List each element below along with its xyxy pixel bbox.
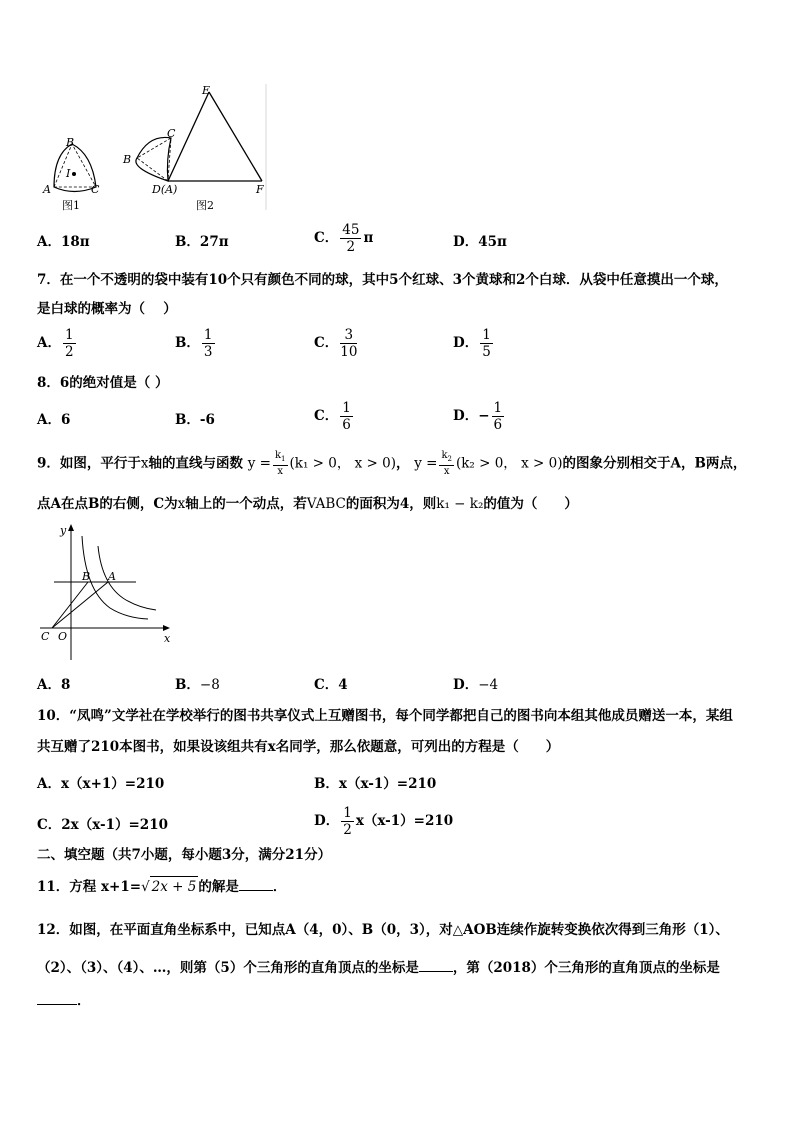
fraction: $\frac{45}{2}$ <box>342 222 360 255</box>
fraction-k2-over-x: $\frac{k_2}{x}$ <box>441 450 452 477</box>
section-title-fill-blank: 二、填空题（共7小题，每小题3分，满分21分） <box>37 847 332 863</box>
fig2-label-b: B <box>123 153 132 166</box>
q8-option-a[interactable]: A．6 <box>37 412 71 428</box>
q6-option-a[interactable]: A．18π <box>37 234 90 250</box>
q8-option-b[interactable]: B．-6 <box>175 412 215 428</box>
fig2-label-c: C <box>167 127 176 140</box>
q9-stem-line1: 9．如图，平行于x轴的直线与函数 y = $\frac{k_1}{x}$ (k₁ > 0， x > 0)， y = $\frac{k_2}{x}$ (k₂ > 0， x > 0)的图象分别相交于A，B两点， <box>37 450 747 477</box>
q9-stem-line2: 点A在点B的右侧，C为x轴上的一个动点，若VABC的面积为4，则k₁ − k₂的值为（ ） <box>37 496 578 512</box>
q9-fig-label-b: B <box>82 570 91 583</box>
fig1-label-i: I <box>66 167 71 180</box>
q8-stem: 8．6的绝对值是（ ） <box>37 375 169 391</box>
q9-fig-label-y: y <box>60 524 67 537</box>
q12-stem-line3: ． <box>37 990 91 1011</box>
fig1-label-b: B <box>66 136 75 149</box>
q7-stem-line2: 是白球的概率为（ ） <box>37 301 177 317</box>
fig1-caption: 图1 <box>62 199 80 212</box>
q8-option-d[interactable]: D．− $\frac{1}{6}$ <box>453 400 503 433</box>
q12-answer-blank-2018[interactable] <box>37 990 77 1005</box>
q9-figure <box>38 520 178 662</box>
q9-option-c[interactable]: C．4 <box>314 677 348 693</box>
fig2-label-e: E <box>202 84 211 97</box>
q9-option-d[interactable]: D．−4 <box>453 677 499 693</box>
fraction: $\frac{1}{6}$ <box>493 400 503 433</box>
fig2-label-d: D(A) <box>152 183 178 196</box>
q10-option-a[interactable]: A．x（x+1）=210 <box>37 776 165 792</box>
q10-option-b[interactable]: B．x（x-1）=210 <box>314 776 437 792</box>
fraction: $\frac{1}{3}$ <box>203 327 213 360</box>
q9-fig-label-x: x <box>164 632 171 645</box>
fig1-reuleaux-triangle <box>54 144 96 192</box>
q9-option-b[interactable]: B．−8 <box>175 677 220 693</box>
sqrt-icon: √ <box>141 879 150 895</box>
q7-stem-line1: 7．在一个不透明的袋中装有10个只有颜色不同的球，其中5个红球、3个黄球和2个白球．从袋中任意摸出一个球， <box>37 272 728 288</box>
q10-option-d[interactable]: D． $\frac{1}{2}$ x（x-1）=210 <box>314 805 454 838</box>
q8-option-c[interactable]: C． $\frac{1}{6}$ <box>314 400 351 433</box>
fig1-label-a: A <box>43 183 51 196</box>
q10-option-c[interactable]: C．2x（x-1）=210 <box>37 817 168 833</box>
q12-answer-blank-5[interactable] <box>419 957 453 972</box>
q10-stem-line2: 共互赠了210本图书，如果设该组共有x名同学，那么依题意，可列出的方程是（ ） <box>37 739 560 755</box>
q7-option-c[interactable]: C． $\frac{3}{10}$ <box>314 327 358 360</box>
q9-option-a[interactable]: A．8 <box>37 677 71 693</box>
fraction: $\frac{1}{6}$ <box>342 400 351 433</box>
q6-figure <box>34 82 274 214</box>
q12-stem-line1: 12．如图，在平面直角坐标系中，已知点A（4，0）、B（0，3），对△AOB连续作旋转变换依次得到三角形（1）、 <box>37 922 729 938</box>
q11-stem: 11．方程 x+1=√ 2x + 5 的解是 ． <box>37 876 286 897</box>
q7-option-a[interactable]: A． $\frac{1}{2}$ <box>37 327 74 360</box>
fig1-label-c: C <box>91 183 100 196</box>
fraction: $\frac{1}{2}$ <box>64 327 74 360</box>
q7-option-d[interactable]: D． $\frac{1}{5}$ <box>453 327 491 360</box>
q9-fig-label-a: A <box>108 570 116 583</box>
q11-answer-blank[interactable] <box>239 876 273 891</box>
fraction-k1-over-x: $\frac{k_1}{x}$ <box>274 450 286 477</box>
q9-fig-label-o: O <box>58 630 68 643</box>
q9-fig-label-c: C <box>41 630 50 643</box>
fig2-label-f: F <box>256 183 264 196</box>
q6-option-b[interactable]: B．27π <box>175 234 229 250</box>
q6-option-d[interactable]: D．45π <box>453 234 507 250</box>
q12-stem-line2: （2）、（3）、（4）、…，则第（5）个三角形的直角顶点的坐标是 ，第（2018）个三角形的直角顶点的坐标是 <box>37 957 720 978</box>
fraction: $\frac{1}{2}$ <box>343 805 352 838</box>
q6-option-c[interactable]: C． $\frac{45}{2}$ π <box>314 222 374 255</box>
fraction: $\frac{1}{5}$ <box>482 327 491 360</box>
fig2-caption: 图2 <box>196 199 214 212</box>
q7-option-b[interactable]: B． $\frac{1}{3}$ <box>175 327 213 360</box>
fraction: $\frac{3}{10}$ <box>340 327 358 360</box>
q10-stem-line1: 10．“凤鸣”文学社在学校举行的图书共享仪式上互赠图书，每个同学都把自己的图书向本组其他成员赠送一本，某组 <box>37 708 733 724</box>
